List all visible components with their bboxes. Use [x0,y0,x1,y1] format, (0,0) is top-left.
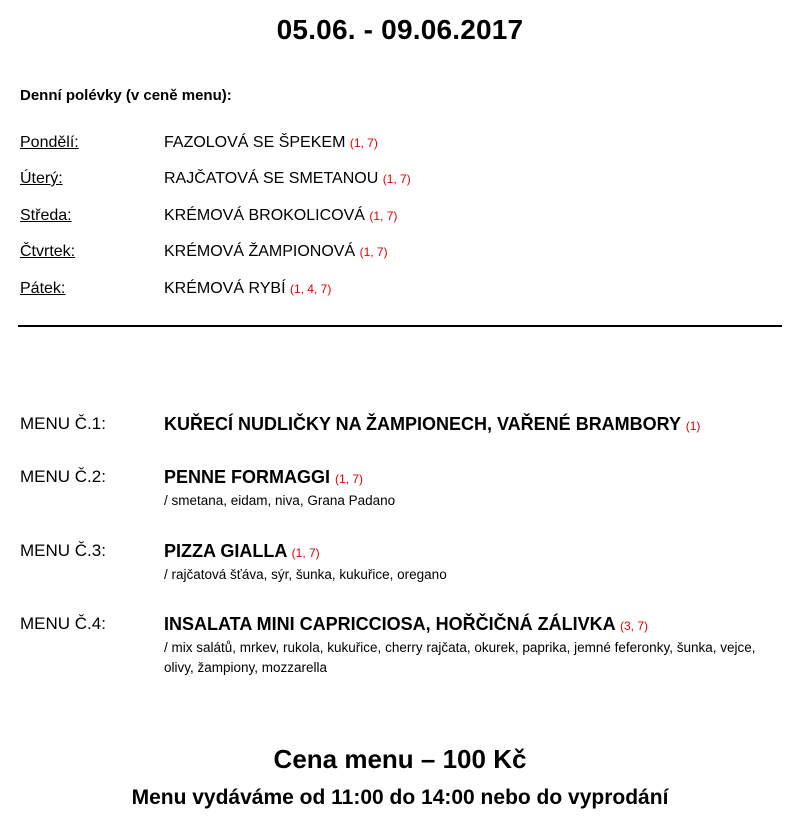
menu-dish: PIZZA GIALLA [164,541,287,561]
menu-description: / smetana, eidam, niva, Grana Padano [164,493,396,508]
soup-name-wrap [164,241,388,263]
menu-dish-wrap [164,465,363,491]
soup-name: FAZOLOVÁ SE ŠPEKEM [164,134,346,151]
menu-label: MENU Č.3: [20,541,106,560]
menu-allergens: (3, 7) [620,619,649,633]
menu-description: / rajčatová šťáva, sýr, šunka, kukuřice, oregano [164,567,447,582]
menu-dish: PENNE FORMAGGI [164,467,331,487]
menu-dish-wrap [164,412,700,438]
menu-dish-wrap [164,612,648,638]
menu-label: MENU Č.4: [20,614,106,633]
soup-day: Čtvrtek: [20,243,76,260]
menu-description: / mix salátů, mrkev, rukola, kukuřice, cherry rajčata, okurek, paprika, jemné feferonky, šunka, vejce, olivy, žampiony, mozzarella [164,640,756,675]
soup-name: RAJČATOVÁ SE SMETANOU [164,170,379,187]
soup-day: Pondělí: [20,134,79,151]
menu-allergens: (1, 7) [335,472,364,486]
soup-name: KRÉMOVÁ RYBÍ [164,280,286,297]
soup-allergens: (1, 7) [349,136,378,150]
menu-allergens: (1) [685,419,701,433]
soup-allergens: (1, 7) [359,245,388,259]
soup-name: KRÉMOVÁ BROKOLICOVÁ [164,207,365,224]
soup-name: KRÉMOVÁ ŽAMPIONOVÁ [164,243,356,260]
menu-dish: INSALATA MINI CAPRICCIOSA, HOŘČIČNÁ ZÁLIVKA [164,614,615,634]
date-range-title: 05.06. - 09.06.2017 [276,14,524,45]
soup-name-wrap [164,205,397,227]
soups-heading: Denní polévky (v ceně menu): [20,87,232,104]
soup-allergens: (1, 4, 7) [289,282,332,296]
serving-hours: Menu vydáváme od 11:00 do 14:00 nebo do vyprodání [131,786,669,809]
menu-allergens: (1, 7) [291,546,320,560]
soup-allergens: (1, 7) [382,172,411,186]
soup-name-wrap [164,278,331,300]
soup-day: Úterý: [20,170,63,187]
soup-name-wrap [164,168,411,190]
menu-label: MENU Č.2: [20,467,106,486]
soup-name-wrap [164,132,378,154]
menu-label: MENU Č.1: [20,414,106,433]
section-divider [18,325,782,327]
soup-day: Pátek: [20,280,66,297]
menu-dish-wrap [164,539,320,565]
menu-price: Cena menu – 100 Kč [273,744,527,774]
menu-dish: KUŘECÍ NUDLIČKY NA ŽAMPIONECH, VAŘENÉ BRAMBORY [164,414,681,434]
soup-allergens: (1, 7) [369,209,398,223]
soup-day: Středa: [20,207,72,224]
